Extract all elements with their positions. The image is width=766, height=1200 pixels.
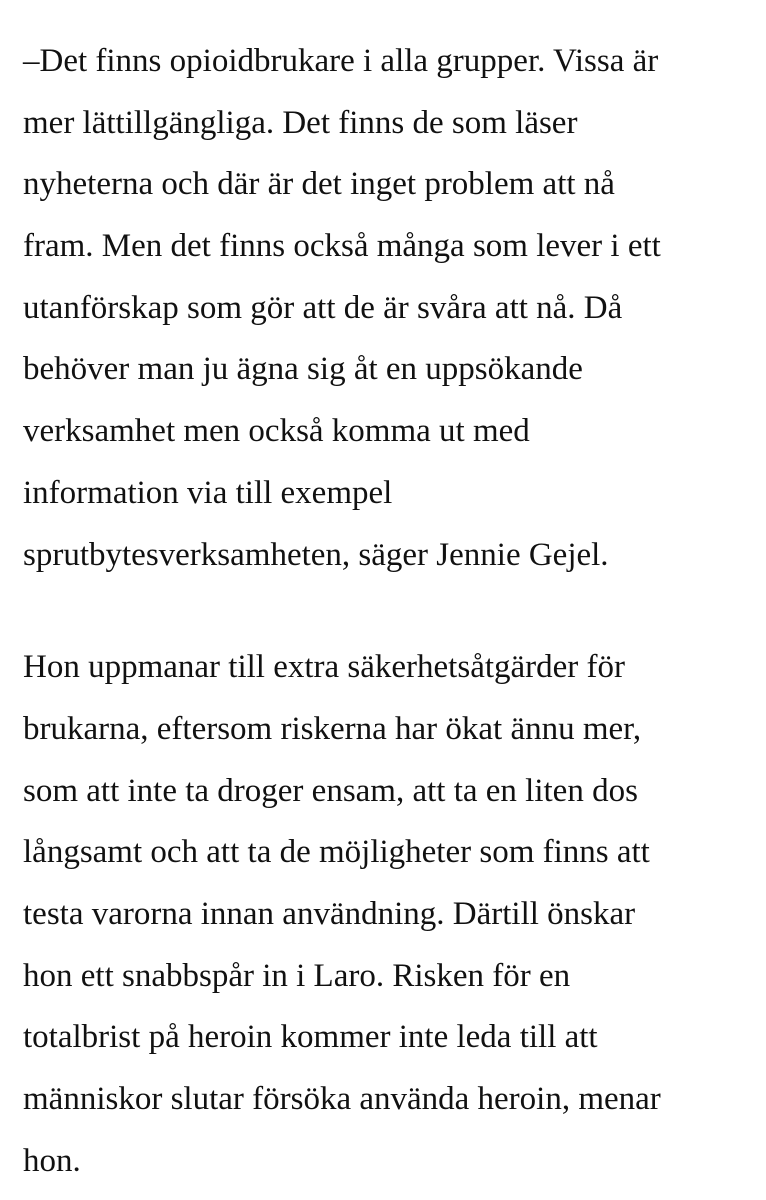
text-line: brukarna, eftersom riskerna har ökat ännu mer, [23, 710, 642, 747]
text-line: fram. Men det finns också många som lever i ett [23, 228, 661, 265]
text-line: Hon uppmanar till extra säkerhetsåtgärder för [23, 649, 626, 686]
text-line: verksamhet men också komma ut med [23, 413, 530, 450]
text-line: hon ett snabbspår in i Laro. Risken för en [23, 957, 571, 994]
paragraph-quote [23, 36, 753, 591]
text-line: mer lättillgängliga. Det finns de som läser [23, 104, 578, 141]
article-body [23, 36, 753, 1197]
text-line: –Det finns opioidbrukare i alla grupper. Vissa är [23, 43, 659, 79]
text-line: behöver man ju ägna sig åt en uppsökande [23, 351, 583, 388]
text-line: utanförskap som gör att de är svåra att nå. Då [23, 289, 623, 326]
text-line: totalbrist på heroin kommer inte leda till att [23, 1019, 598, 1056]
text-line: människor slutar försöka använda heroin, menar [23, 1081, 661, 1117]
paragraph-spacer [23, 591, 753, 642]
text-line: information via till exempel [23, 474, 393, 511]
text-line: sprutbytesverksamheten, säger Jennie Gejel. [23, 536, 609, 573]
text-line: hon. [23, 1142, 81, 1179]
text-line: som att inte ta droger ensam, att ta en liten dos [23, 772, 638, 809]
text-line: nyheterna och där är det inget problem att nå [23, 166, 615, 203]
text-line: testa varorna innan användning. Därtill önskar [23, 895, 636, 932]
text-line: långsamt och att ta de möjligheter som finns att [23, 834, 650, 871]
paragraph-recommendations [23, 642, 753, 1197]
